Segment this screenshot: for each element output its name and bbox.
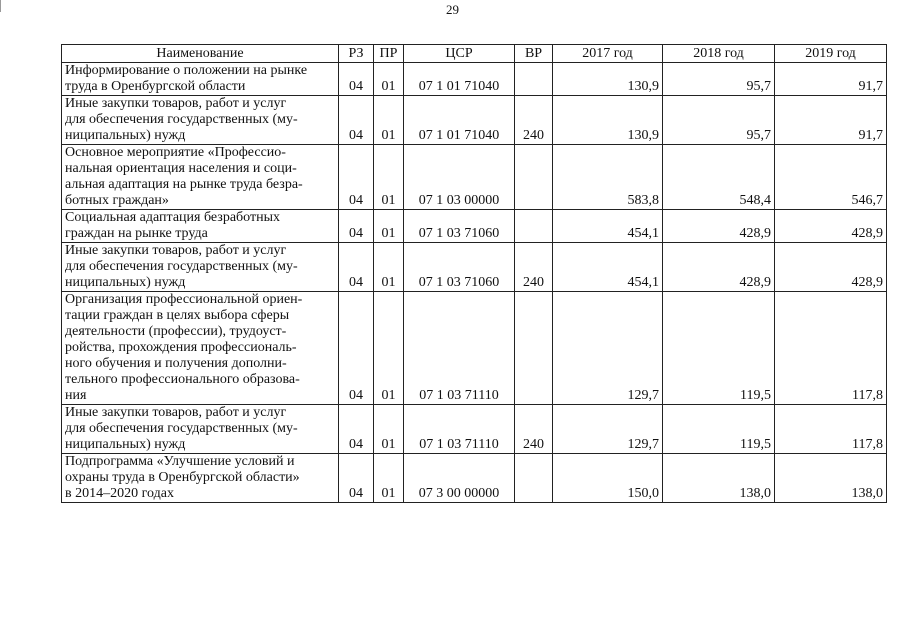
header-2017: 2017 год: [553, 45, 663, 63]
row-name-line: тации граждан в целях выбора сферы: [65, 308, 290, 323]
table-header-row: [62, 45, 887, 63]
row-2017-cell: 583,8: [553, 145, 663, 210]
row-csr-cell: 07 1 03 00000: [404, 145, 515, 210]
row-2018-cell: 95,7: [663, 96, 775, 145]
row-2018-cell: 428,9: [663, 243, 775, 292]
row-2017-cell: 130,9: [553, 63, 663, 96]
table-row: [62, 405, 887, 454]
row-name-cell: [62, 63, 339, 96]
row-rz-cell: 04: [339, 454, 374, 503]
row-pr-cell: 01: [374, 243, 404, 292]
row-name-line: альная адаптация на рынке труда безра-: [65, 177, 303, 192]
row-2019-cell: 91,7: [775, 96, 887, 145]
row-2019-cell: 138,0: [775, 454, 887, 503]
row-name-cell: [62, 292, 339, 405]
row-name-cell: [62, 405, 339, 454]
table-row: [62, 210, 887, 243]
row-pr-cell: 01: [374, 405, 404, 454]
table-body: [62, 63, 887, 503]
row-name-line: Иные закупки товаров, работ и услуг: [65, 96, 287, 111]
row-vr-cell: [515, 454, 553, 503]
row-name-line: Социальная адаптация безработных: [65, 210, 280, 225]
row-rz-cell: 04: [339, 210, 374, 243]
row-2018-cell: 119,5: [663, 292, 775, 405]
row-name-cell: [62, 96, 339, 145]
table-row: [62, 454, 887, 503]
row-pr-cell: 01: [374, 96, 404, 145]
row-pr-cell: 01: [374, 292, 404, 405]
row-2017-cell: 130,9: [553, 96, 663, 145]
row-name-line: ниципальных) нужд: [65, 128, 186, 143]
row-vr-cell: 240: [515, 96, 553, 145]
row-name-cell: [62, 243, 339, 292]
row-2017-cell: 129,7: [553, 405, 663, 454]
row-name-line: граждан на рынке труда: [65, 226, 208, 241]
row-vr-cell: [515, 63, 553, 96]
row-name-line: ниципальных) нужд: [65, 275, 186, 290]
row-2018-cell: 119,5: [663, 405, 775, 454]
table-row: [62, 63, 887, 96]
row-name-line: Иные закупки товаров, работ и услуг: [65, 405, 287, 420]
row-2019-cell: 91,7: [775, 63, 887, 96]
row-csr-cell: 07 3 00 00000: [404, 454, 515, 503]
row-2019-cell: 117,8: [775, 292, 887, 405]
row-csr-cell: 07 1 03 71110: [404, 405, 515, 454]
row-name-line: Иные закупки товаров, работ и услуг: [65, 243, 287, 258]
row-vr-cell: [515, 145, 553, 210]
row-name-line: труда в Оренбургской области: [65, 79, 246, 94]
row-name-line: тельного профессионального образова-: [65, 372, 300, 387]
row-pr-cell: 01: [374, 210, 404, 243]
row-name-line: в 2014–2020 годах: [65, 486, 174, 501]
row-rz-cell: 04: [339, 63, 374, 96]
row-csr-cell: 07 1 01 71040: [404, 96, 515, 145]
row-vr-cell: 240: [515, 405, 553, 454]
row-rz-cell: 04: [339, 96, 374, 145]
row-vr-cell: 240: [515, 243, 553, 292]
row-name-line: ного обучения и получения дополни-: [65, 356, 287, 371]
row-vr-cell: [515, 210, 553, 243]
row-pr-cell: 01: [374, 63, 404, 96]
row-2018-cell: 428,9: [663, 210, 775, 243]
row-name-line: Организация профессиональной ориен-: [65, 292, 303, 307]
row-2017-cell: 454,1: [553, 243, 663, 292]
row-name-line: ния: [65, 388, 87, 403]
row-2017-cell: 454,1: [553, 210, 663, 243]
header-pr: ПР: [374, 45, 404, 63]
row-name-line: для обеспечения государственных (му-: [65, 421, 298, 436]
row-2018-cell: 548,4: [663, 145, 775, 210]
row-2019-cell: 428,9: [775, 243, 887, 292]
row-rz-cell: 04: [339, 145, 374, 210]
table-row: [62, 243, 887, 292]
row-name-line: нальная ориентация населения и соци-: [65, 161, 297, 176]
row-name-line: ройства, прохождения профессиональ-: [65, 340, 297, 355]
row-2019-cell: 428,9: [775, 210, 887, 243]
row-name-line: деятельности (профессии), трудоуст-: [65, 324, 287, 339]
row-csr-cell: 07 1 01 71040: [404, 63, 515, 96]
row-2019-cell: 117,8: [775, 405, 887, 454]
header-2018: 2018 год: [663, 45, 775, 63]
budget-table: [61, 44, 887, 503]
table-row: [62, 292, 887, 405]
row-csr-cell: 07 1 03 71060: [404, 243, 515, 292]
row-name-line: для обеспечения государственных (му-: [65, 112, 298, 127]
row-2019-cell: 546,7: [775, 145, 887, 210]
row-csr-cell: 07 1 03 71060: [404, 210, 515, 243]
header-2019: 2019 год: [775, 45, 887, 63]
row-name-line: ниципальных) нужд: [65, 437, 186, 452]
row-name-cell: [62, 145, 339, 210]
table-row: [62, 145, 887, 210]
row-name-line: Информирование о положении на рынке: [65, 63, 308, 78]
row-vr-cell: [515, 292, 553, 405]
table-row: [62, 96, 887, 145]
row-2018-cell: 138,0: [663, 454, 775, 503]
row-name-cell: [62, 210, 339, 243]
row-2017-cell: 150,0: [553, 454, 663, 503]
header-name: Наименование: [62, 45, 339, 63]
header-csr: ЦСР: [404, 45, 515, 63]
row-name-line: Основное мероприятие «Профессио-: [65, 145, 286, 160]
page-number: 29: [446, 2, 459, 17]
row-rz-cell: 04: [339, 243, 374, 292]
row-name-cell: [62, 454, 339, 503]
row-name-line: охраны труда в Оренбургской области»: [65, 470, 300, 485]
row-rz-cell: 04: [339, 292, 374, 405]
header-rz: РЗ: [339, 45, 374, 63]
row-name-line: Подпрограмма «Улучшение условий и: [65, 454, 295, 469]
row-csr-cell: 07 1 03 71110: [404, 292, 515, 405]
row-2018-cell: 95,7: [663, 63, 775, 96]
row-2017-cell: 129,7: [553, 292, 663, 405]
row-pr-cell: 01: [374, 145, 404, 210]
row-name-line: для обеспечения государственных (му-: [65, 259, 298, 274]
row-name-line: ботных граждан»: [65, 193, 169, 208]
row-rz-cell: 04: [339, 405, 374, 454]
row-pr-cell: 01: [374, 454, 404, 503]
header-vr: ВР: [515, 45, 553, 63]
